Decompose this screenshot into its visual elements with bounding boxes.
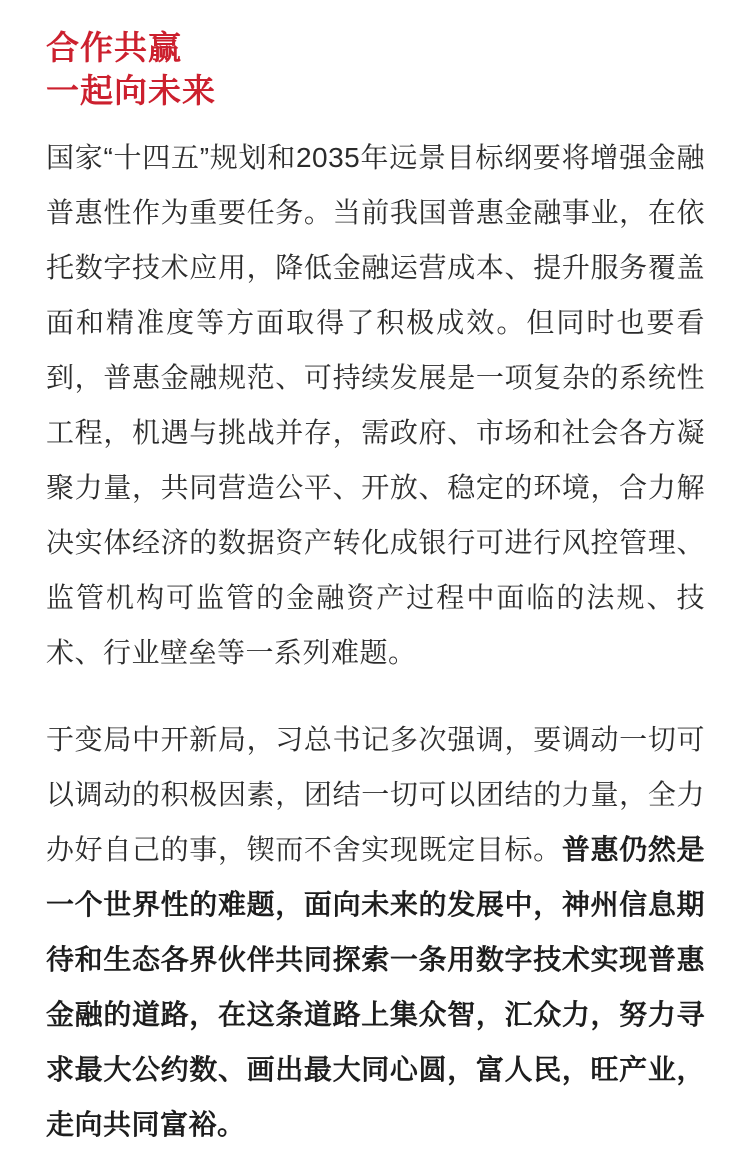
title-line-1: 合作共赢 <box>46 29 182 66</box>
page-title <box>46 26 705 112</box>
paragraph-2-bold-emphasis: 普惠仍然是一个世界性的难题，面向未来的发展中，神州信息期待和生态各界伙伴共同探索一条用数字技术实现普惠金融的道路，在这条道路上集众智，汇众力，努力寻求最大公约数、画出最大同心圆，富人民，旺产业，走向共同富裕。 <box>46 834 705 1140</box>
paragraph-2 <box>46 712 705 1152</box>
paragraph-2-normal-text: 于变局中开新局，习总书记多次强调，要调动一切可以调动的积极因素，团结一切可以团结的力量，全力办好自己的事，锲而不舍实现既定目标。 <box>46 724 705 865</box>
title-line-2: 一起向未来 <box>46 72 216 109</box>
paragraph-1: 国家“十四五”规划和2035年远景目标纲要将增强金融普惠性作为重要任务。当前我国普惠金融事业，在依托数字技术应用，降低金融运营成本、提升服务覆盖面和精准度等方面取得了积极成效。但同时也要看到，普惠金融规范、可持续发展是一项复杂的系统性工程，机遇与挑战并存，需政府、市场和社会各方凝聚力量，共同营造公平、开放、稳定的环境，合力解决实体经济的数据资产转化成银行可进行风控管理、监管机构可监管的金融资产过程中面临的法规、技术、行业壁垒等一系列难题。 <box>46 142 705 668</box>
